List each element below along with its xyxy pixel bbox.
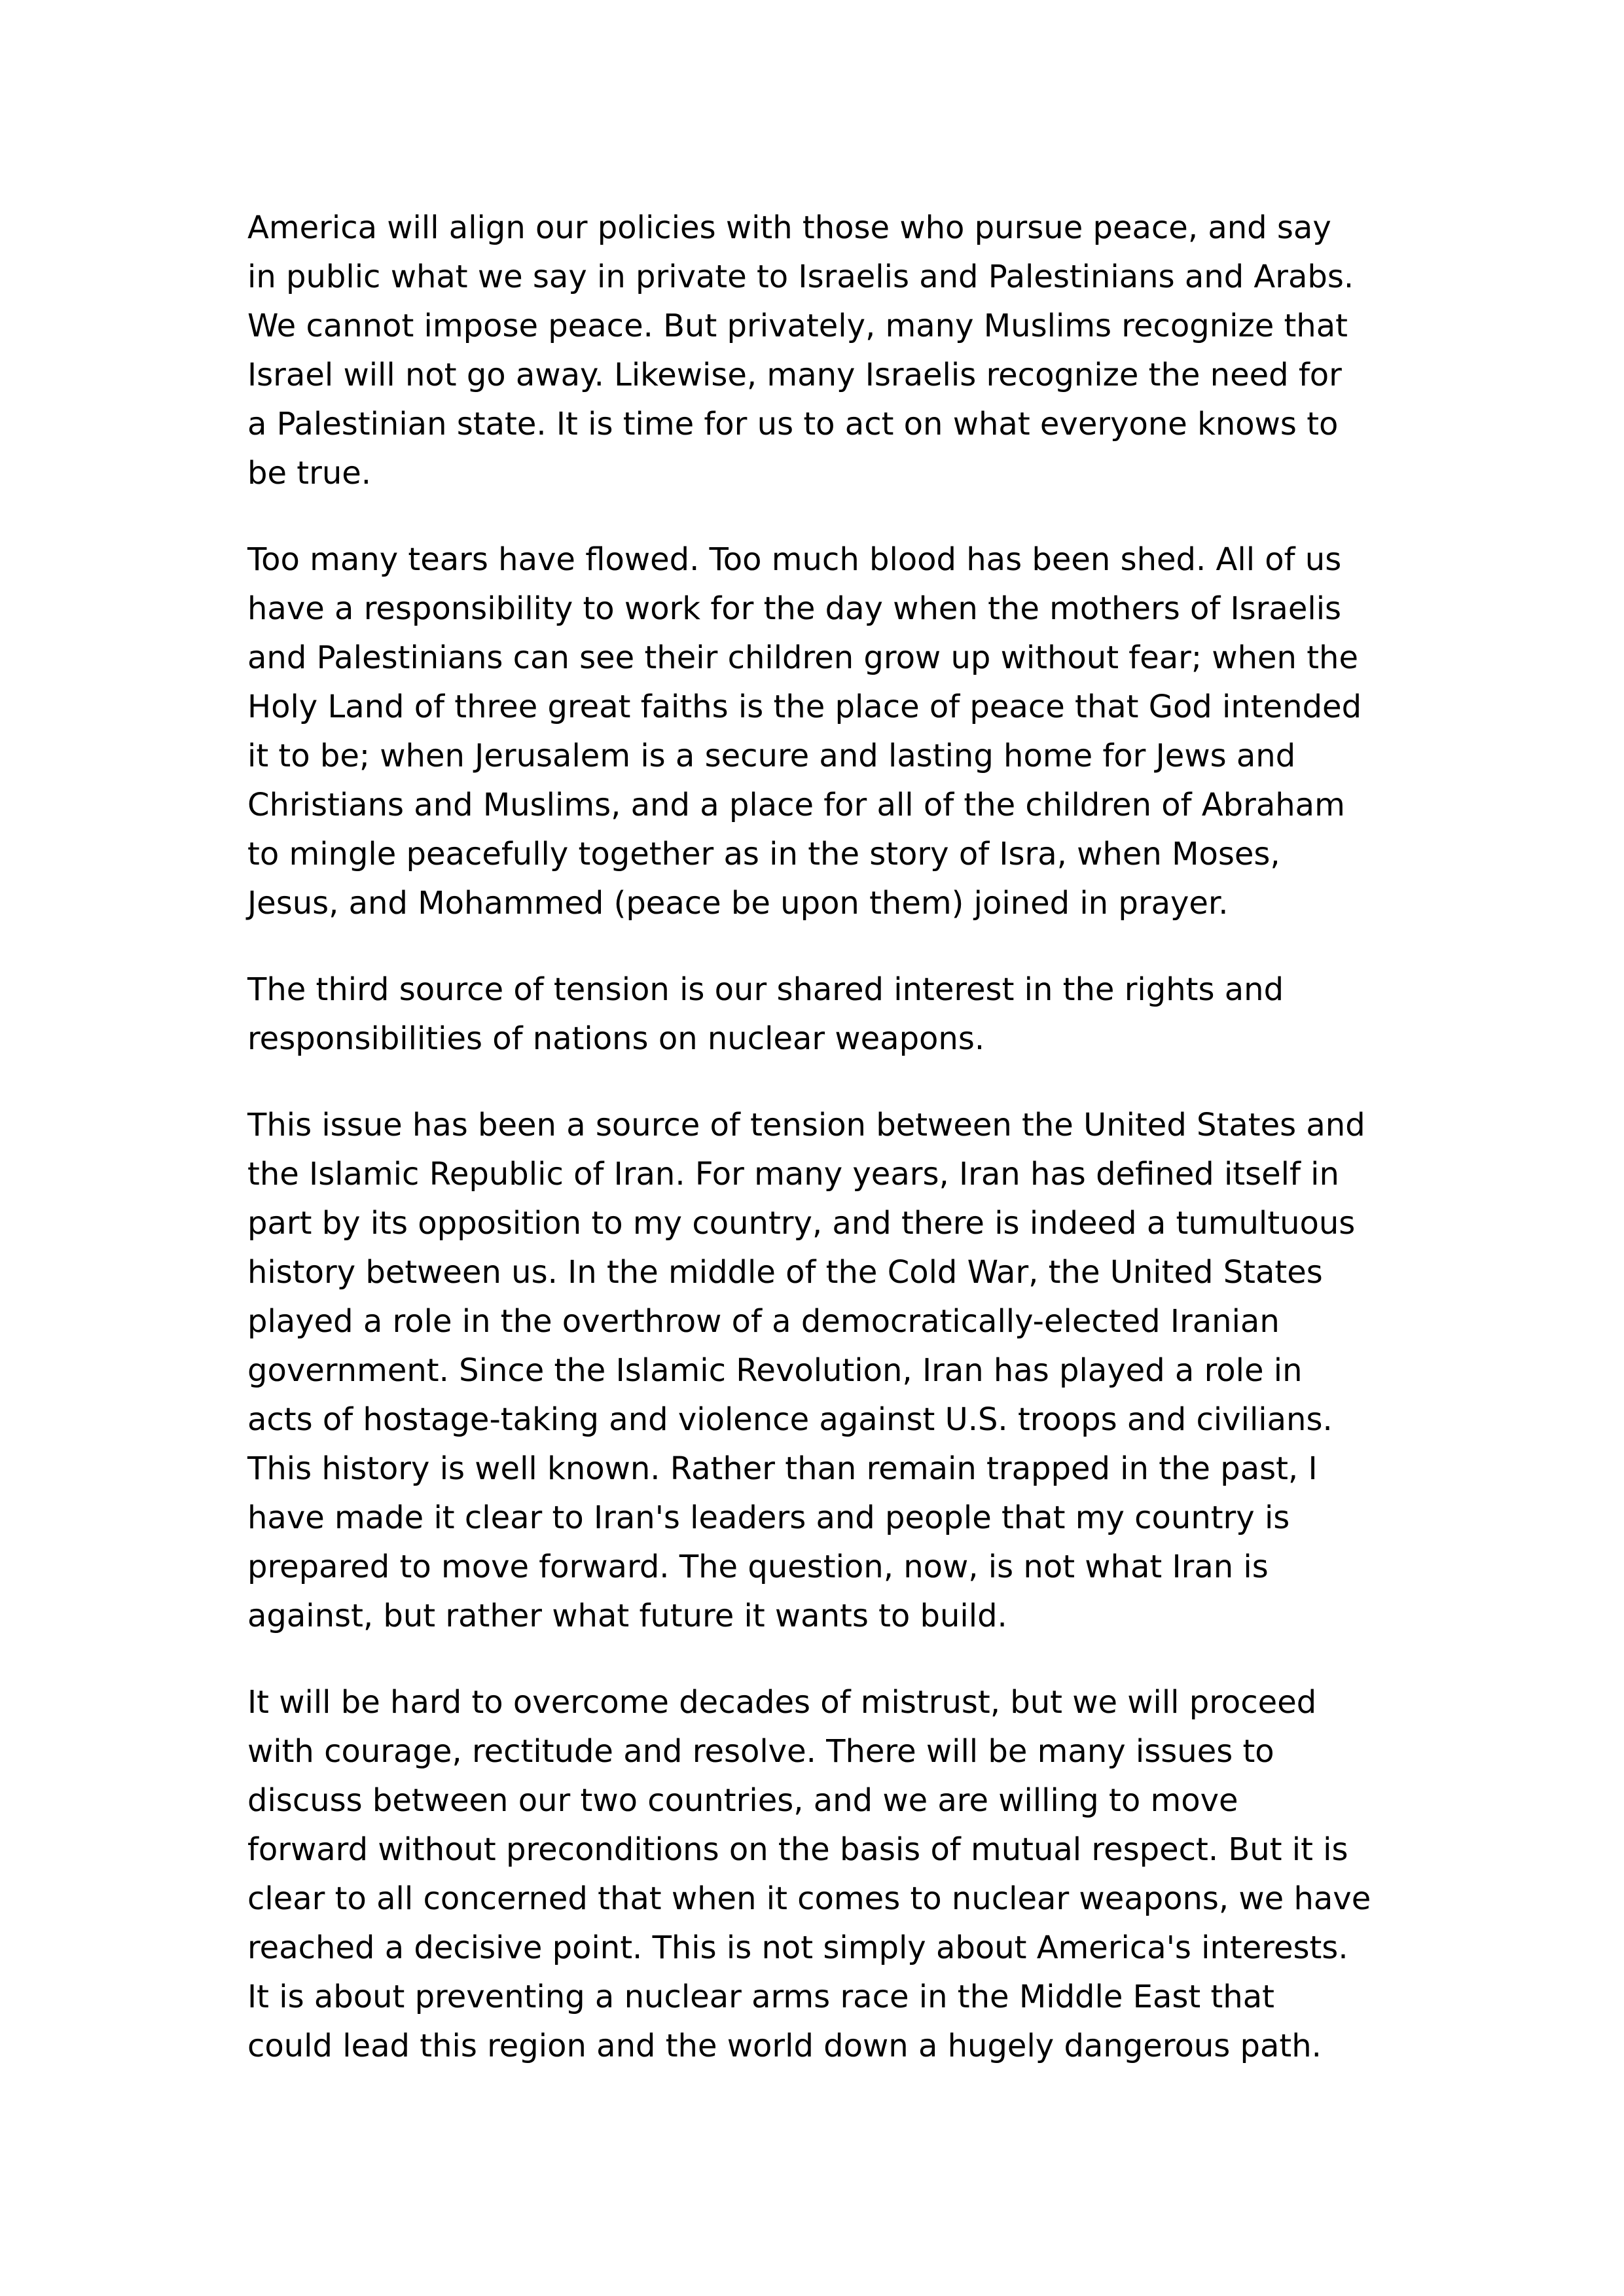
text-line: it to be; when Jerusalem is a secure and lasting home for Jews and: [247, 738, 1296, 774]
text-line: We cannot impose peace. But privately, many Muslims recognize that: [247, 308, 1348, 344]
paragraph: [247, 204, 1381, 498]
text-line: part by its opposition to my country, and there is indeed a tumultuous: [247, 1205, 1356, 1242]
text-line: The third source of tension is our shared interest in the rights and: [247, 971, 1284, 1008]
text-line: forward without preconditions on the basis of mutual respect. But it is: [247, 1831, 1348, 1868]
text-line: to mingle peacefully together as in the story of Isra, when Moses,: [247, 836, 1280, 872]
text-block: [247, 204, 1381, 2071]
text-line: with courage, rectitude and resolve. There will be many issues to: [247, 1733, 1274, 1770]
text-line: played a role in the overthrow of a democratically-elected Iranian: [247, 1303, 1280, 1340]
paragraph: [247, 535, 1381, 928]
text-line: Too many tears have flowed. Too much blood has been shed. All of us: [247, 541, 1342, 578]
text-line: clear to all concerned that when it comes to nuclear weapons, we have: [247, 1880, 1371, 1917]
text-line: could lead this region and the world down a hugely dangerous path.: [247, 2028, 1322, 2064]
text-line: have a responsibility to work for the day when the mothers of Israelis: [247, 590, 1342, 627]
text-line: have made it clear to Iran's leaders and people that my country is: [247, 1499, 1290, 1536]
paragraph: [247, 1101, 1381, 1641]
text-line: It is about preventing a nuclear arms race in the Middle East that: [247, 1979, 1274, 2015]
text-line: Jesus, and Mohammed (peace be upon them) joined in prayer.: [247, 885, 1229, 922]
text-line: government. Since the Islamic Revolution, Iran has played a role in: [247, 1352, 1303, 1389]
text-line: a Palestinian state. It is time for us to act on what everyone knows to: [247, 406, 1339, 442]
text-line: be true.: [247, 455, 372, 492]
paragraph: [247, 965, 1381, 1064]
text-line: history between us. In the middle of the Cold War, the United States: [247, 1254, 1323, 1291]
text-line: acts of hostage-taking and violence against U.S. troops and civilians.: [247, 1401, 1333, 1438]
text-line: Israel will not go away. Likewise, many Israelis recognize the need for: [247, 357, 1342, 393]
text-line: in public what we say in private to Israelis and Palestinians and Arabs.: [247, 259, 1354, 295]
text-line: This issue has been a source of tension between the United States and: [247, 1107, 1365, 1143]
text-line: This history is well known. Rather than remain trapped in the past, I: [247, 1450, 1318, 1487]
paragraph: [247, 1678, 1381, 2071]
text-line: Holy Land of three great faiths is the place of peace that God intended: [247, 689, 1362, 725]
text-line: responsibilities of nations on nuclear weapons.: [247, 1020, 985, 1057]
text-line: against, but rather what future it wants to build.: [247, 1598, 1007, 1634]
text-line: America will align our policies with those who pursue peace, and say: [247, 209, 1331, 246]
text-line: and Palestinians can see their children grow up without fear; when the: [247, 639, 1358, 676]
text-line: the Islamic Republic of Iran. For many years, Iran has defined itself in: [247, 1156, 1339, 1193]
text-line: discuss between our two countries, and we are willing to move: [247, 1782, 1238, 1819]
text-line: prepared to move forward. The question, now, is not what Iran is: [247, 1549, 1269, 1585]
text-line: Christians and Muslims, and a place for all of the children of Abraham: [247, 787, 1345, 823]
text-line: reached a decisive point. This is not simply about America's interests.: [247, 1929, 1348, 1966]
text-line: It will be hard to overcome decades of mistrust, but we will proceed: [247, 1684, 1317, 1721]
